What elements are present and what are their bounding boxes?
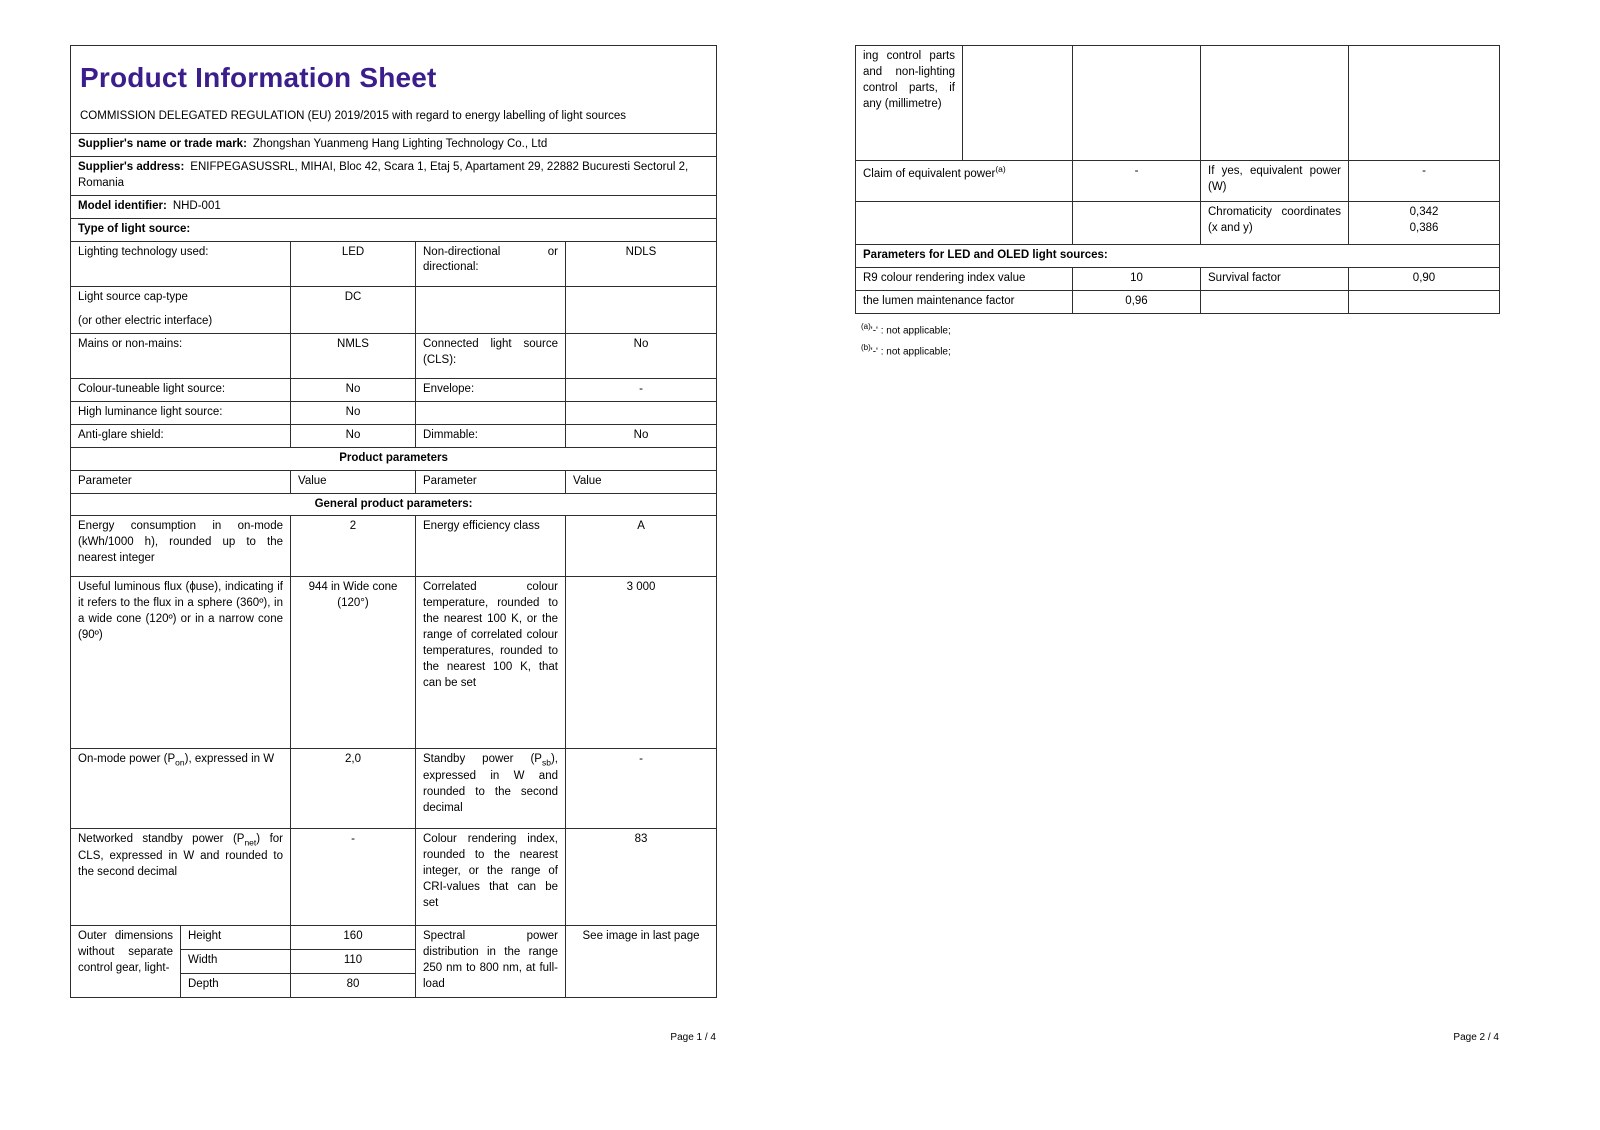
page-2 — [855, 45, 1499, 364]
cap-type-line1: Light source cap-type — [78, 290, 188, 303]
param-row — [71, 516, 717, 577]
product-parameters-header: Product parameters — [71, 447, 717, 470]
survival-label-cell: Survival factor — [1201, 267, 1349, 290]
value-cell: - — [566, 749, 717, 829]
empty-cell — [1201, 290, 1349, 313]
param-cell — [71, 286, 291, 334]
chromaticity-y-value: 0,386 — [1409, 221, 1439, 234]
dimensions-continuation-cell: ing control parts and non-lighting control parts, if any (millimetre) — [856, 46, 963, 161]
param-row — [71, 749, 717, 829]
empty-cell — [963, 46, 1073, 161]
column-header: Value — [566, 470, 717, 493]
empty-cell — [566, 402, 717, 425]
value-cell: 944 in Wide cone (120°) — [291, 577, 416, 749]
column-header: Parameter — [71, 470, 291, 493]
value-cell: 2,0 — [291, 749, 416, 829]
led-section-header-row — [856, 245, 1500, 268]
survival-value-cell: 0,90 — [1349, 267, 1500, 290]
page-title: Product Information Sheet — [80, 62, 437, 93]
empty-cell — [1349, 290, 1500, 313]
dimension-name-cell: Width — [181, 950, 291, 974]
supplier-name-value: Zhongshan Yuanmeng Hang Lighting Technology Co., Ltd — [252, 138, 548, 151]
footnotes — [855, 322, 1499, 358]
supplier-name-row — [71, 134, 717, 157]
supplier-address-label: Supplier's address: — [78, 161, 185, 174]
spectral-label-cell: Spectral power distribution in the range 250 nm to 800 nm, at full-load — [416, 926, 566, 998]
model-identifier-cell — [71, 195, 717, 218]
param-cell: High luminance light source: — [71, 402, 291, 425]
param-cell: Energy efficiency class — [416, 516, 566, 577]
equivalent-power-row — [856, 161, 1500, 202]
chromaticity-label-cell: Chromaticity coordinates (x and y) — [1201, 202, 1349, 245]
param-cell: Colour rendering index, rounded to the nearest integer, or the range of CRI-values that can be set — [416, 829, 566, 926]
page-1 — [70, 45, 716, 998]
empty-cell — [416, 286, 566, 334]
product-info-table-page1 — [70, 45, 717, 998]
product-info-table-page2 — [855, 45, 1500, 314]
value-cell: 2 — [291, 516, 416, 577]
equivalent-value-cell: - — [1349, 161, 1500, 202]
chromaticity-row — [856, 202, 1500, 245]
title-cell — [71, 46, 717, 134]
type-row — [71, 402, 717, 425]
dimensions-continuation-row — [856, 46, 1500, 161]
param-cell: Energy consumption in on-mode (kWh/1000 h), rounded up to the nearest integer — [71, 516, 291, 577]
lumen-value-cell: 0,96 — [1073, 290, 1201, 313]
param-cell: Networked standby power $(P_{net})$ for CLS, expressed in W and rounded to the second decimal — [71, 829, 291, 926]
param-cell: Useful luminous flux (ϕuse), indicating if it refers to the flux in a sphere (360º), in a wide cone (120º) or in a narrow cone (90º) — [71, 577, 291, 749]
param-cell: Correlated colour temperature, rounded to the nearest 100 K, or the range of correlated colour temperatures, rounded to the nearest 100 K, that can be set — [416, 577, 566, 749]
dimension-value-cell: 110 — [291, 950, 416, 974]
type-row — [71, 379, 717, 402]
column-header: Parameter — [416, 470, 566, 493]
value-cell: 83 — [566, 829, 717, 926]
cap-type-line2: (or other electric interface) — [78, 315, 213, 328]
type-row — [71, 425, 717, 448]
value-cell: LED — [291, 241, 416, 286]
value-cell: - — [566, 379, 717, 402]
empty-cell — [1201, 46, 1349, 161]
param-cell: Standby power $(P_{sb})$, expressed in W and rounded to the second decimal — [416, 749, 566, 829]
type-row — [71, 334, 717, 379]
chromaticity-value-cell — [1349, 202, 1500, 245]
param-cell: Envelope: — [416, 379, 566, 402]
general-parameters-header: General product parameters: — [71, 493, 717, 516]
claim-label-cell: Claim of equivalent power$^{(a)}$ — [856, 161, 1073, 202]
param-cell: Non-directional or directional: — [416, 241, 566, 286]
column-header: Value — [291, 470, 416, 493]
supplier-address-row — [71, 157, 717, 196]
param-row — [71, 829, 717, 926]
model-identifier-label: Model identifier: — [78, 199, 167, 212]
value-cell: No — [291, 425, 416, 448]
value-cell: 3 000 — [566, 577, 717, 749]
type-section-header-row — [71, 218, 717, 241]
param-cell: Dimmable: — [416, 425, 566, 448]
model-identifier-row — [71, 195, 717, 218]
dimension-name-cell: Height — [181, 926, 291, 950]
empty-cell — [1073, 202, 1201, 245]
type-row — [71, 286, 717, 334]
led-section-header: Parameters for LED and OLED light sources: — [856, 245, 1500, 268]
value-cell: DC — [291, 286, 416, 334]
value-cell: - — [291, 829, 416, 926]
r9-value-cell: 10 — [1073, 267, 1201, 290]
param-cell: Mains or non-mains: — [71, 334, 291, 379]
value-cell: No — [566, 425, 717, 448]
column-header-row — [71, 470, 717, 493]
supplier-address-value: ENIFPEGASUSSRL, MIHAI, Bloc 42, Scara 1, Etaj 5, Apartament 29, 22882 Bucuresti Sectorul 2, Romania — [78, 161, 689, 190]
empty-cell — [1349, 46, 1500, 161]
page-2-footer: Page 2 / 4 — [1453, 1032, 1499, 1043]
empty-cell — [856, 202, 1073, 245]
value-cell: No — [291, 402, 416, 425]
dimensions-label-cell: Outer dimensions without separate control gear, light- — [71, 926, 181, 998]
empty-cell — [566, 286, 717, 334]
type-section-header: Type of light source: — [71, 218, 717, 241]
general-parameters-header-row — [71, 493, 717, 516]
empty-cell — [416, 402, 566, 425]
footnote-b: $^{(b)}$'-' : not applicable; — [861, 342, 951, 358]
dimension-value-cell: 80 — [291, 974, 416, 998]
param-cell: Connected light source (CLS): — [416, 334, 566, 379]
value-cell: No — [291, 379, 416, 402]
regulation-subtitle: COMMISSION DELEGATED REGULATION (EU) 2019/2015 with regard to energy labelling of light sources — [80, 109, 627, 122]
r9-label-cell: R9 colour rendering index value — [856, 267, 1073, 290]
lumen-row — [856, 290, 1500, 313]
equivalent-label-cell: If yes, equivalent power (W) — [1201, 161, 1349, 202]
supplier-name-cell — [71, 134, 717, 157]
footnote-a: $^{(a)}$'-' : not applicable; — [861, 321, 951, 336]
spectral-value-cell: See image in last page — [566, 926, 717, 998]
param-cell: On-mode power $(P_{on})$, expressed in W — [71, 749, 291, 829]
value-cell: NDLS — [566, 241, 717, 286]
param-cell: Lighting technology used: — [71, 241, 291, 286]
type-row — [71, 241, 717, 286]
param-row — [71, 577, 717, 749]
supplier-address-cell — [71, 157, 717, 196]
title-row — [71, 46, 717, 134]
empty-cell — [1073, 46, 1201, 161]
claim-value-cell: - — [1073, 161, 1201, 202]
dimension-value-cell: 160 — [291, 926, 416, 950]
lumen-label-cell: the lumen maintenance factor — [856, 290, 1073, 313]
value-cell: NMLS — [291, 334, 416, 379]
r9-row — [856, 267, 1500, 290]
dimensions-row — [71, 926, 717, 950]
dimension-name-cell: Depth — [181, 974, 291, 998]
value-cell: No — [566, 334, 717, 379]
param-cell: Anti-glare shield: — [71, 425, 291, 448]
supplier-name-label: Supplier's name or trade mark: — [78, 138, 247, 151]
product-parameters-header-row — [71, 447, 717, 470]
param-cell: Colour-tuneable light source: — [71, 379, 291, 402]
model-identifier-value: NHD-001 — [172, 199, 221, 212]
chromaticity-x-value: 0,342 — [1409, 206, 1439, 218]
value-cell: A — [566, 516, 717, 577]
page-1-footer: Page 1 / 4 — [670, 1032, 716, 1043]
